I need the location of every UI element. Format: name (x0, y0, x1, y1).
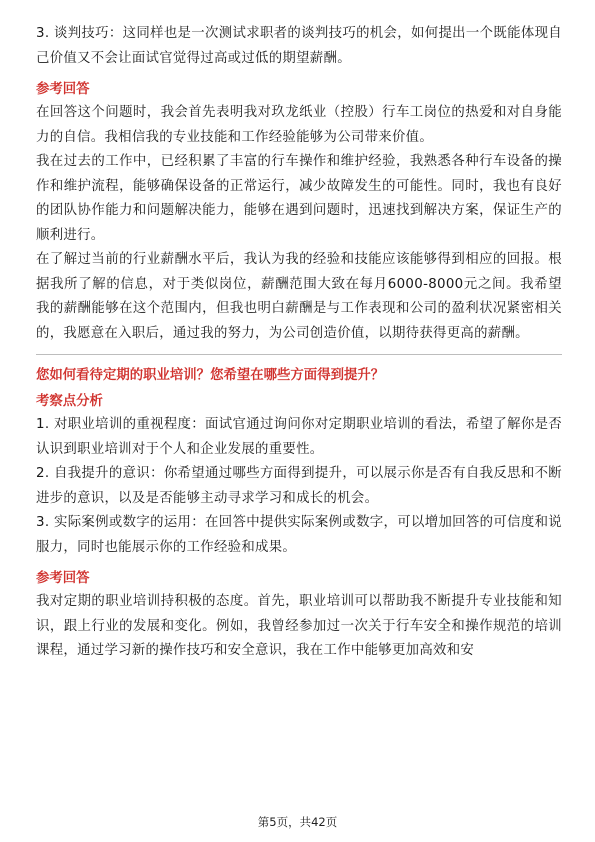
answer-paragraph: 我在过去的工作中，已经积累了丰富的行车操作和维护经验，我熟悉各种行车设备的操作和维护流程，能够确保设备的正常运行，减少故障发生的可能性。同时，我也有良好的团队协作能力和问题解决能力，能够在遇到问题时，迅速找到解决方案，保证生产的顺利进行。 (36, 154, 562, 243)
analysis-point: 3. 实际案例或数字的运用：在回答中提供实际案例或数字，可以增加回答的可信度和说服力，同时也能展示你的工作经验和成果。 (36, 515, 562, 555)
answer-paragraph: 我对定期的职业培训持积极的态度。首先，职业培训可以帮助我不断提升专业技能和知识，跟上行业的发展和变化。例如，我曾经参加过一次关于行车安全和操作规范的培训课程，通过学习新的操作技巧和安全意识，我在工作中能够更加高效和安 (36, 594, 562, 658)
analysis-point: 1. 对职业培训的重视程度：面试官通过询问你对定期职业培训的看法，希望了解你是否认识到职业培训对于个人和企业发展的重要性。 (36, 417, 562, 457)
page-content (36, 22, 562, 664)
analysis-heading: 考察点分析 (36, 394, 103, 409)
page-number: 第5页，共42页 (257, 815, 338, 829)
reference-answer-heading: 参考回答 (36, 571, 90, 586)
reference-answer-heading: 参考回答 (36, 82, 90, 97)
section-divider (36, 354, 562, 355)
answer-paragraph: 在回答这个问题时，我会首先表明我对玖龙纸业（控股）行车工岗位的热爱和对自身能力的自信。我相信我的专业技能和工作经验能够为公司带来价值。 (36, 105, 562, 145)
question-heading: 您如何看待定期的职业培训？您希望在哪些方面得到提升？ (36, 368, 385, 383)
analysis-point-3: 3. 谈判技巧：这同样也是一次测试求职者的谈判技巧的机会，如何提出一个既能体现自己价值又不会让面试官觉得过高或过低的期望薪酬。 (36, 26, 562, 66)
analysis-point: 2. 自我提升的意识：你希望通过哪些方面得到提升，可以展示你是否有自我反思和不断进步的意识，以及是否能够主动寻求学习和成长的机会。 (36, 466, 562, 506)
answer-paragraph: 在了解过当前的行业薪酬水平后，我认为我的经验和技能应该能够得到相应的回报。根据我所了解的信息，对于类似岗位，薪酬范围大致在每月6000-8000元之间。我希望我的薪酬能够在这个范围内，但我也明白薪酬是与工作表现和公司的盈利状况紧密相关的，我愿意在入职后，通过我的努力，为公司创造价值，以期待获得更高的薪酬。 (36, 252, 562, 341)
